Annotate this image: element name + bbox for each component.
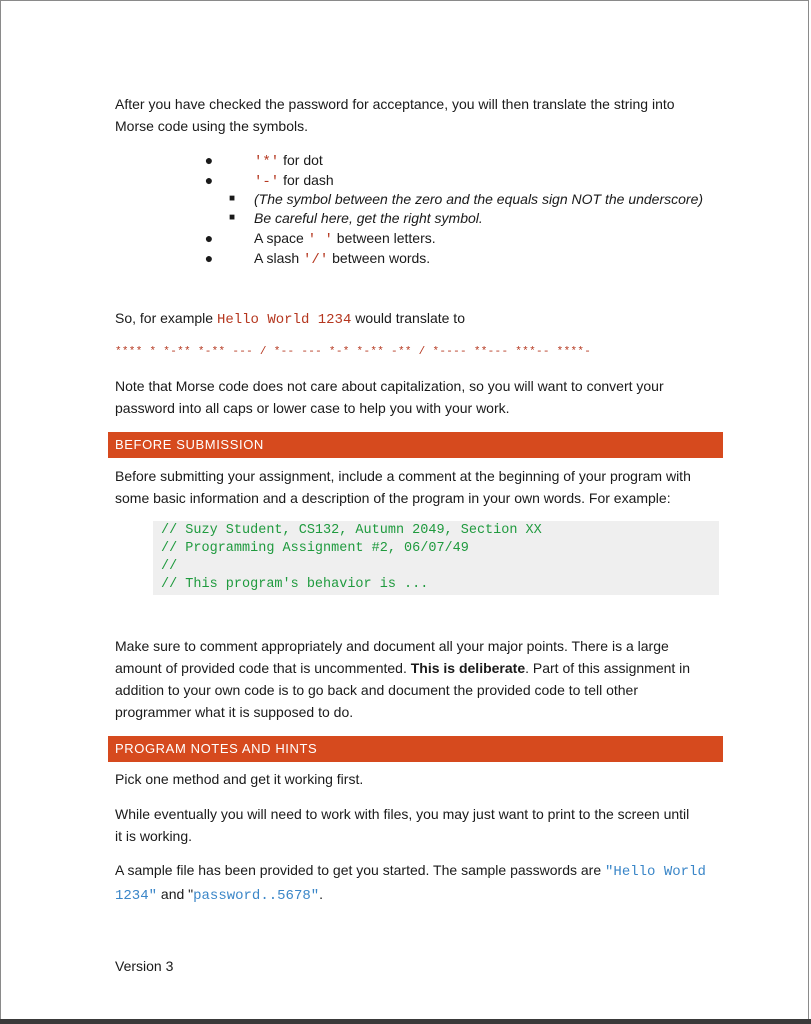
code-line: // bbox=[161, 559, 178, 574]
hint-paragraph-3 bbox=[115, 859, 715, 907]
hint-2-line-1: While eventually you will need to work with files, you may just want to print to the screen until bbox=[115, 806, 690, 822]
hint-3-end: . bbox=[319, 886, 324, 902]
bullet-dot-icon: ● bbox=[204, 172, 214, 188]
code-line: // Suzy Student, CS132, Autumn 2049, Section XX bbox=[161, 523, 542, 538]
note-line-2: password into all caps or lower case to help you with your work. bbox=[115, 400, 510, 416]
section-title: PROGRAM NOTES AND HINTS bbox=[115, 741, 318, 756]
list-item bbox=[115, 150, 725, 170]
sample-password-2: password..5678" bbox=[193, 888, 320, 904]
emphasis-deliberate: This is deliberate bbox=[410, 660, 526, 676]
hint-3-mid: and " bbox=[157, 886, 194, 902]
morse-output: **** * *-** *-** --- / *-- --- *-* *-** -** / *---- **--- ***-- ****- bbox=[115, 346, 592, 358]
dot-label: for dot bbox=[279, 152, 323, 168]
example-prefix: So, for example bbox=[115, 310, 217, 326]
version-footer: Version 3 bbox=[115, 958, 174, 974]
bullet-dot-icon: ● bbox=[204, 250, 214, 266]
hint-2-line-2: it is working. bbox=[115, 828, 193, 844]
section-heading-hints bbox=[108, 736, 723, 762]
example-input: Hello World 1234 bbox=[216, 312, 352, 328]
list-item bbox=[115, 170, 725, 190]
dash-warning: Be careful here, get the right symbol. bbox=[254, 210, 483, 226]
slash-prefix: A slash bbox=[254, 250, 304, 266]
submission-line-2: some basic information and a description of the program in your own words. For example: bbox=[115, 490, 671, 506]
dash-label: for dash bbox=[279, 172, 334, 188]
comment-line-2a: amount of provided code that is uncommented. bbox=[115, 660, 411, 676]
sub-list-item bbox=[115, 189, 725, 209]
sample-password-1a: "Hello World bbox=[605, 864, 706, 880]
bullet-dot-icon: ● bbox=[204, 152, 214, 168]
comment-line-2c: . Part of this assignment in bbox=[525, 660, 691, 676]
comment-line-3: addition to your own code is to go back and document the provided code to tell other bbox=[115, 682, 639, 698]
hint-3-prefix: A sample file has been provided to get you started. The sample passwords are bbox=[115, 862, 606, 878]
space-prefix: A space bbox=[254, 230, 308, 246]
dot-symbol: '*' bbox=[254, 154, 280, 170]
bullet-dot-icon: ● bbox=[204, 230, 214, 246]
space-label: between letters. bbox=[332, 230, 436, 246]
list-item bbox=[115, 248, 725, 268]
example-paragraph bbox=[115, 307, 715, 331]
hint-paragraph-2 bbox=[115, 803, 715, 847]
bullet-square-icon: ■ bbox=[228, 193, 236, 204]
slash-label: between words. bbox=[328, 250, 431, 266]
intro-line-1: After you have checked the password for acceptance, you will then translate the string into bbox=[115, 96, 675, 112]
note-line-1: Note that Morse code does not care about capitalization, so you will want to convert your bbox=[115, 378, 664, 394]
dash-note: (The symbol between the zero and the equals sign NOT the underscore) bbox=[254, 191, 704, 207]
code-line: // This program's behavior is ... bbox=[161, 577, 429, 592]
comment-paragraph bbox=[115, 635, 715, 723]
submission-line-1: Before submitting your assignment, include a comment at the beginning of your program with bbox=[115, 468, 691, 484]
section-heading-submission bbox=[108, 432, 723, 458]
intro-line-2: Morse code using the symbols. bbox=[115, 118, 308, 134]
section-title: BEFORE SUBMISSION bbox=[115, 437, 264, 452]
example-suffix: would translate to bbox=[351, 310, 465, 326]
code-sample-block bbox=[153, 521, 719, 595]
intro-paragraph bbox=[115, 93, 715, 137]
space-symbol: ' ' bbox=[307, 232, 333, 248]
comment-line-1: Make sure to comment appropriately and document all your major points. There is a large bbox=[115, 638, 669, 654]
sub-list-item bbox=[115, 208, 725, 228]
note-paragraph bbox=[115, 375, 715, 419]
comment-line-4: programmer what it is supposed to do. bbox=[115, 704, 354, 720]
sample-password-1b: 1234" bbox=[115, 888, 158, 904]
bullet-square-icon: ■ bbox=[228, 212, 236, 223]
list-item bbox=[115, 228, 725, 248]
dash-symbol: '-' bbox=[254, 174, 280, 190]
slash-symbol: '/' bbox=[303, 252, 329, 268]
hint-paragraph-1: Pick one method and get it working first. bbox=[115, 771, 364, 787]
window-bottom-edge bbox=[0, 1019, 811, 1024]
submission-paragraph bbox=[115, 465, 715, 509]
code-line: // Programming Assignment #2, 06/07/49 bbox=[161, 541, 469, 556]
